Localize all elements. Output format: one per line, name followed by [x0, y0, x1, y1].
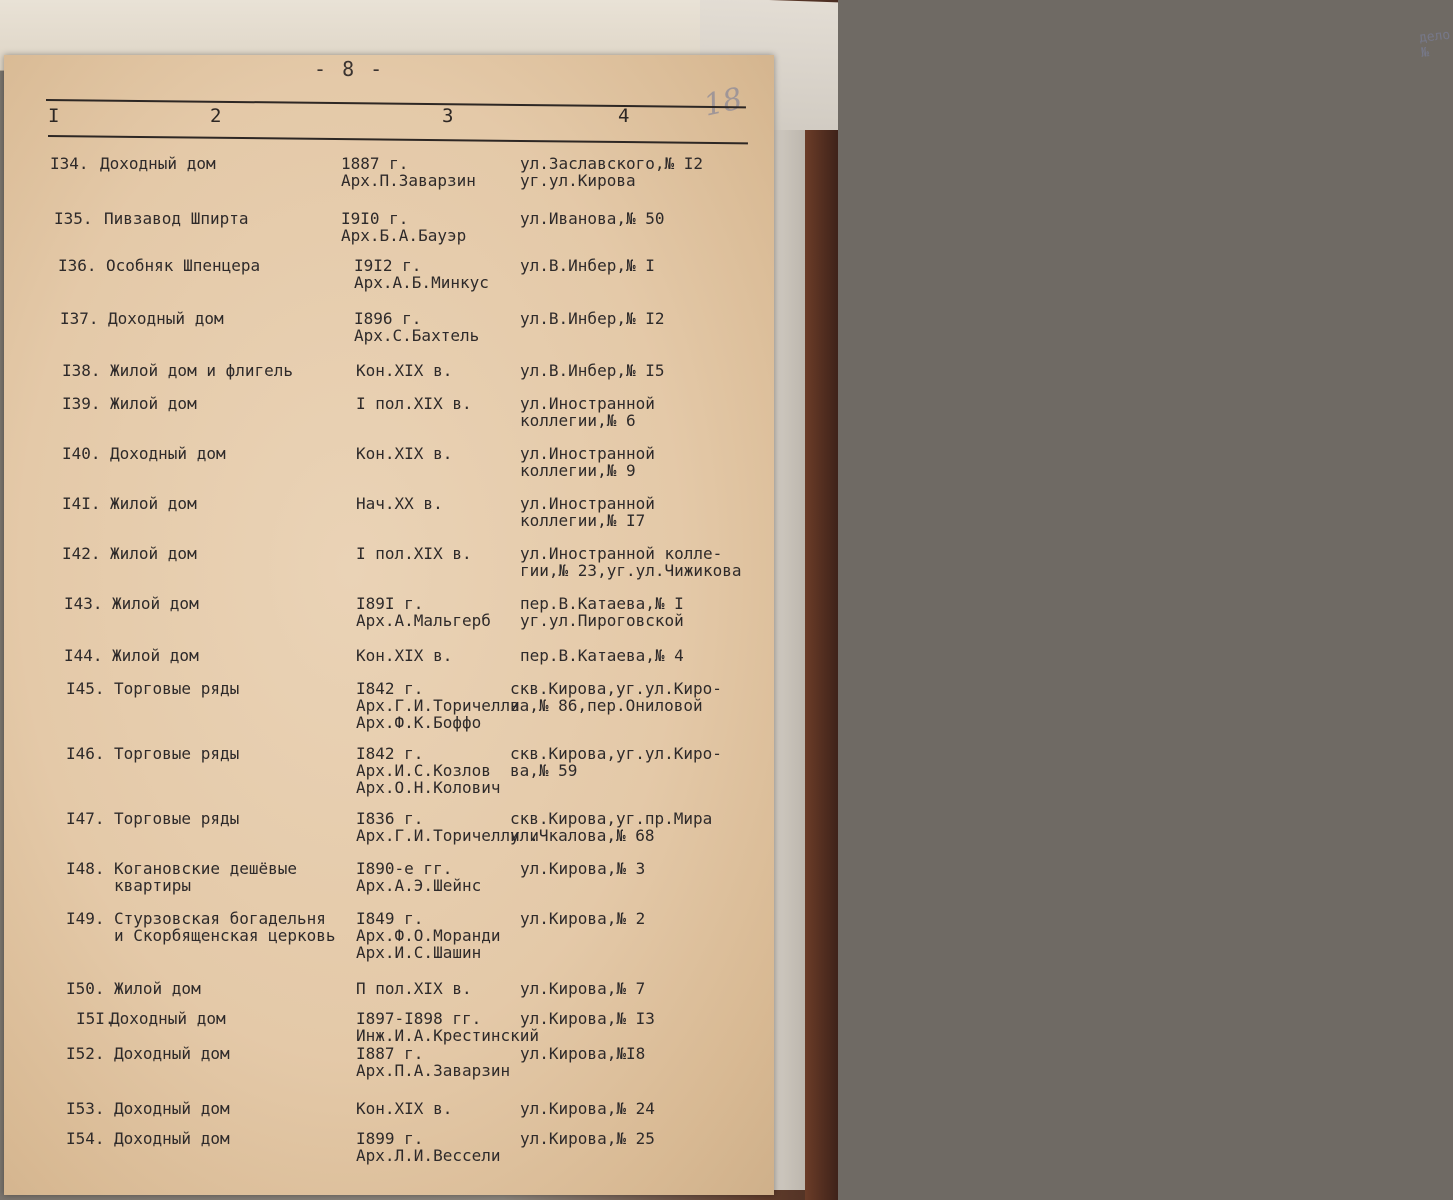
entry-date-architect: Арх.С.Бахтель	[354, 326, 480, 345]
entry-object-name: Стурзовская богадельня	[114, 909, 326, 928]
entry-address: ул.Иванова,№ 50	[520, 209, 665, 228]
entry-object-name: Жилой дом	[110, 494, 197, 513]
entry-number: I48.	[66, 859, 105, 878]
entry-number: I52.	[66, 1044, 105, 1063]
entry-address: ул.Кирова,№ 25	[520, 1129, 655, 1148]
entry-number: I40.	[62, 444, 101, 463]
background-note: дело №	[1418, 27, 1452, 61]
entry-address: гии,№ 23,уг.ул.Чижикова	[520, 561, 742, 580]
entry-date-architect: Арх.Ф.К.Боффо	[356, 713, 482, 732]
entry-date-architect: Арх.Ф.О.Моранди	[356, 926, 501, 945]
entry-object-name: Доходный дом	[114, 1129, 230, 1148]
entry-address: ул.Кирова,№ I3	[520, 1009, 655, 1028]
column-header-3: 3	[442, 105, 454, 127]
entry-number: I5I.	[76, 1009, 115, 1028]
entry-date-architect: Арх.Л.И.Вессели	[356, 1146, 501, 1165]
entry-number: I46.	[66, 744, 105, 763]
column-header-2: 2	[210, 105, 222, 127]
entry-object-name: Жилой дом	[114, 979, 201, 998]
document-page	[4, 55, 774, 1195]
entry-number: I45.	[66, 679, 105, 698]
entry-address: ва,№ 86,пер.Ониловой	[510, 696, 703, 715]
entry-number: I50.	[66, 979, 105, 998]
entry-date-architect: I842 г.	[356, 679, 424, 698]
entry-date-architect: Арх.Г.И.Торичелли	[356, 696, 520, 715]
entry-date-architect: Арх.А.Б.Минкус	[354, 273, 489, 292]
entry-object-name: Жилой дом	[112, 646, 199, 665]
entry-date-architect: I842 г.	[356, 744, 424, 763]
entry-object-name: Жилой дом и флигель	[110, 361, 294, 380]
entry-address: ул.Иностранной	[520, 444, 655, 463]
entry-date-architect: Кон.XIX в.	[356, 1099, 453, 1118]
entry-number: I42.	[62, 544, 101, 563]
entry-date-architect: Арх.О.Н.Колович	[356, 778, 501, 797]
entry-address: коллегии,№ 6	[520, 411, 636, 430]
entry-date-architect: I9I0 г.	[341, 209, 409, 228]
entry-date-architect: Арх.Б.А.Бауэр	[341, 226, 467, 245]
entry-date-architect: I899 г.	[356, 1129, 424, 1148]
entry-date-architect: I897-I898 гг.	[356, 1009, 482, 1028]
entry-address: ул.Заславского,№ I2	[520, 154, 704, 173]
entry-address: скв.Кирова,уг.ул.Киро-	[510, 744, 722, 763]
column-header-4: 4	[618, 105, 630, 127]
column-header-1: I	[48, 105, 60, 127]
entry-number: I35.	[54, 209, 93, 228]
entry-address: пер.В.Катаева,№ I	[520, 594, 684, 613]
entry-object-name: Жилой дом	[110, 394, 197, 413]
entry-date-architect: I887 г.	[356, 1044, 424, 1063]
entry-date-architect: Арх.И.С.Шашин	[356, 943, 482, 962]
entry-date-architect: Арх.П.А.Заварзин	[356, 1061, 511, 1080]
entry-address: пер.В.Катаева,№ 4	[520, 646, 684, 665]
entry-address: скв.Кирова,уг.ул.Киро-	[510, 679, 722, 698]
entry-number: I43.	[64, 594, 103, 613]
entry-number: I39.	[62, 394, 101, 413]
entry-address: коллегии,№ 9	[520, 461, 636, 480]
handwritten-page-mark: 18	[700, 81, 746, 124]
entry-date-architect: I89I г.	[356, 594, 424, 613]
entry-date-architect: Арх.Г.И.Торичелли и	[356, 826, 540, 845]
entry-object-name: Торговые ряды	[114, 679, 240, 698]
entry-date-architect: I896 г.	[354, 309, 422, 328]
entry-object-name: Жилой дом	[112, 594, 199, 613]
entry-address: ва,№ 59	[510, 761, 578, 780]
entry-object-name: Доходный дом	[114, 1099, 230, 1118]
entry-date-architect: I849 г.	[356, 909, 424, 928]
wooden-edge	[805, 130, 838, 1200]
entry-number: I4I.	[62, 494, 101, 513]
entry-object-name: Когановские дешёвые	[114, 859, 298, 878]
entry-address: ул.Кирова,№ 2	[520, 909, 646, 928]
entry-number: I36.	[58, 256, 97, 275]
entry-address: ул.Иностранной колле-	[520, 544, 723, 563]
entry-object-name: Торговые ряды	[114, 809, 240, 828]
entry-object-name: Доходный дом	[110, 444, 226, 463]
entry-object-name: Пивзавод Шпирта	[104, 209, 249, 228]
entry-address: ул.В.Инбер,№ I5	[520, 361, 665, 380]
page-number: - 8 -	[314, 57, 385, 81]
entry-object-name: и Скорбященская церковь	[114, 926, 336, 945]
entry-object-name: Жилой дом	[110, 544, 197, 563]
entry-address: уг.ул.Кирова	[520, 171, 636, 190]
entry-date-architect: I836 г.	[356, 809, 424, 828]
entry-object-name: Доходный дом	[100, 154, 216, 173]
entry-address: ул.Кирова,№I8	[520, 1044, 646, 1063]
entry-date-architect: I9I2 г.	[354, 256, 422, 275]
entry-date-architect: 1887 г.	[341, 154, 409, 173]
entry-number: I47.	[66, 809, 105, 828]
entry-date-architect: Инж.И.А.Крестинский	[356, 1026, 540, 1045]
entry-address: коллегии,№ I7	[520, 511, 646, 530]
entry-date-architect: Арх.И.С.Козлов	[356, 761, 491, 780]
entry-address: ул.Иностранной	[520, 394, 655, 413]
entry-object-name: Доходный дом	[110, 1009, 226, 1028]
entry-number: I34.	[50, 154, 89, 173]
entry-number: I37.	[60, 309, 99, 328]
entry-date-architect: Арх.П.Заварзин	[341, 171, 476, 190]
entry-number: I53.	[66, 1099, 105, 1118]
entry-object-name: квартиры	[114, 876, 192, 895]
entry-date-architect: Арх.А.Э.Шейнс	[356, 876, 482, 895]
entry-number: I49.	[66, 909, 105, 928]
table-header-top-rule	[46, 99, 746, 108]
entry-address: ул.Чкалова,№ 68	[510, 826, 655, 845]
entry-object-name: Доходный дом	[108, 309, 224, 328]
entry-date-architect: П пол.XIX в.	[356, 979, 472, 998]
entry-address: ул.Кирова,№ 24	[520, 1099, 655, 1118]
entry-address: ул.Иностранной	[520, 494, 655, 513]
entry-address: скв.Кирова,уг.пр.Мира	[510, 809, 713, 828]
entry-date-architect: Кон.XIX в.	[356, 646, 453, 665]
table-header-bottom-rule	[48, 135, 748, 144]
entry-date-architect: I пол.XIX в.	[356, 544, 472, 563]
entry-address: ул.Кирова,№ 3	[520, 859, 646, 878]
entry-date-architect: I пол.XIX в.	[356, 394, 472, 413]
entry-date-architect: Нач.XX в.	[356, 494, 443, 513]
entry-address: ул.Кирова,№ 7	[520, 979, 646, 998]
entry-address: ул.В.Инбер,№ I	[520, 256, 655, 275]
entry-date-architect: I890-е гг.	[356, 859, 453, 878]
entry-object-name: Торговые ряды	[114, 744, 240, 763]
entry-object-name: Доходный дом	[114, 1044, 230, 1063]
entry-address: уг.ул.Пироговской	[520, 611, 684, 630]
entry-date-architect: Арх.А.Мальгерб	[356, 611, 491, 630]
entry-number: I44.	[64, 646, 103, 665]
entry-number: I38.	[62, 361, 101, 380]
entry-date-architect: Кон.XIX в.	[356, 361, 453, 380]
entry-object-name: Особняк Шпенцера	[106, 256, 261, 275]
entry-address: ул.В.Инбер,№ I2	[520, 309, 665, 328]
entry-date-architect: Кон.XIX в.	[356, 444, 453, 463]
entry-number: I54.	[66, 1129, 105, 1148]
